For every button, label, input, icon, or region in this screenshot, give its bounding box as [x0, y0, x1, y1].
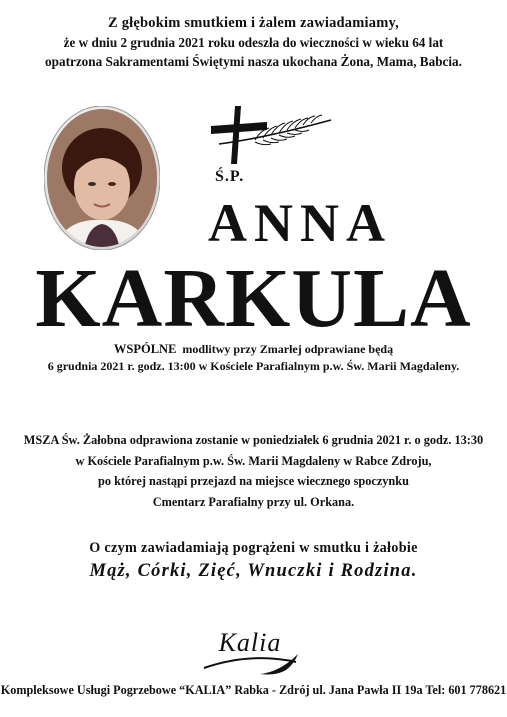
intro-line-1: Z głębokim smutkiem i żalem zawiadamiamy, — [108, 15, 399, 31]
prayers-line-1 — [0, 341, 507, 358]
first-name: ANNA — [208, 193, 392, 253]
prayers-info — [0, 341, 507, 375]
mass-line-1: MSZA Św. Żałobna odprawiona zostanie w poniedziałek 6 grudnia 2021 r. o godz. 13:30 — [23, 433, 484, 447]
sp-label: Ś.P. — [215, 168, 245, 185]
mass-line-2: w Kościele Parafialnym p.w. Św. Marii Magdaleny w Rabce Zdroju, — [75, 453, 432, 468]
kalia-logo-text: Kalia — [218, 628, 282, 657]
prayers-line-1-text: modlitwy przy Zmarłej odprawiane będą — [182, 342, 394, 356]
prayers-caps: WSPÓLNE — [113, 342, 177, 356]
kalia-logo — [200, 628, 310, 678]
footer-contact: Kompleksowe Usługi Pogrzebowe “KALIA” Rabka - Zdrój ul. Jana Pawła II 19a Tel: 601 778621 — [0, 683, 507, 697]
portrait-photo — [44, 106, 160, 250]
mass-info — [0, 430, 507, 512]
mass-line-4: Cmentarz Parafialny przy ul. Orkana. — [152, 494, 355, 509]
intro-line-3: opatrzona Sakramentami Świętymi nasza ukochana Żona, Mama, Babcia. — [45, 54, 462, 69]
intro-text — [0, 14, 507, 71]
intro-line-2: że w dniu 2 grudnia 2021 roku odeszła do wieczności w wieku 64 lat — [63, 35, 444, 50]
mass-line-3: po której nastąpi przejazd na miejsce wiecznego spoczynku — [98, 474, 409, 488]
cross-with-palm-icon — [205, 100, 335, 170]
prayers-line-2: 6 grudnia 2021 r. godz. 13:00 w Kościele Parafialnym p.w. Św. Marii Magdaleny. — [47, 359, 460, 373]
mourners-line: O czym zawiadamiają pogrążeni w smutku i żałobie — [89, 540, 418, 556]
last-name: KARKULA — [35, 252, 472, 345]
family-names: Mąż, Córki, Zięć, Wnuczki i Rodzina. — [89, 561, 418, 581]
